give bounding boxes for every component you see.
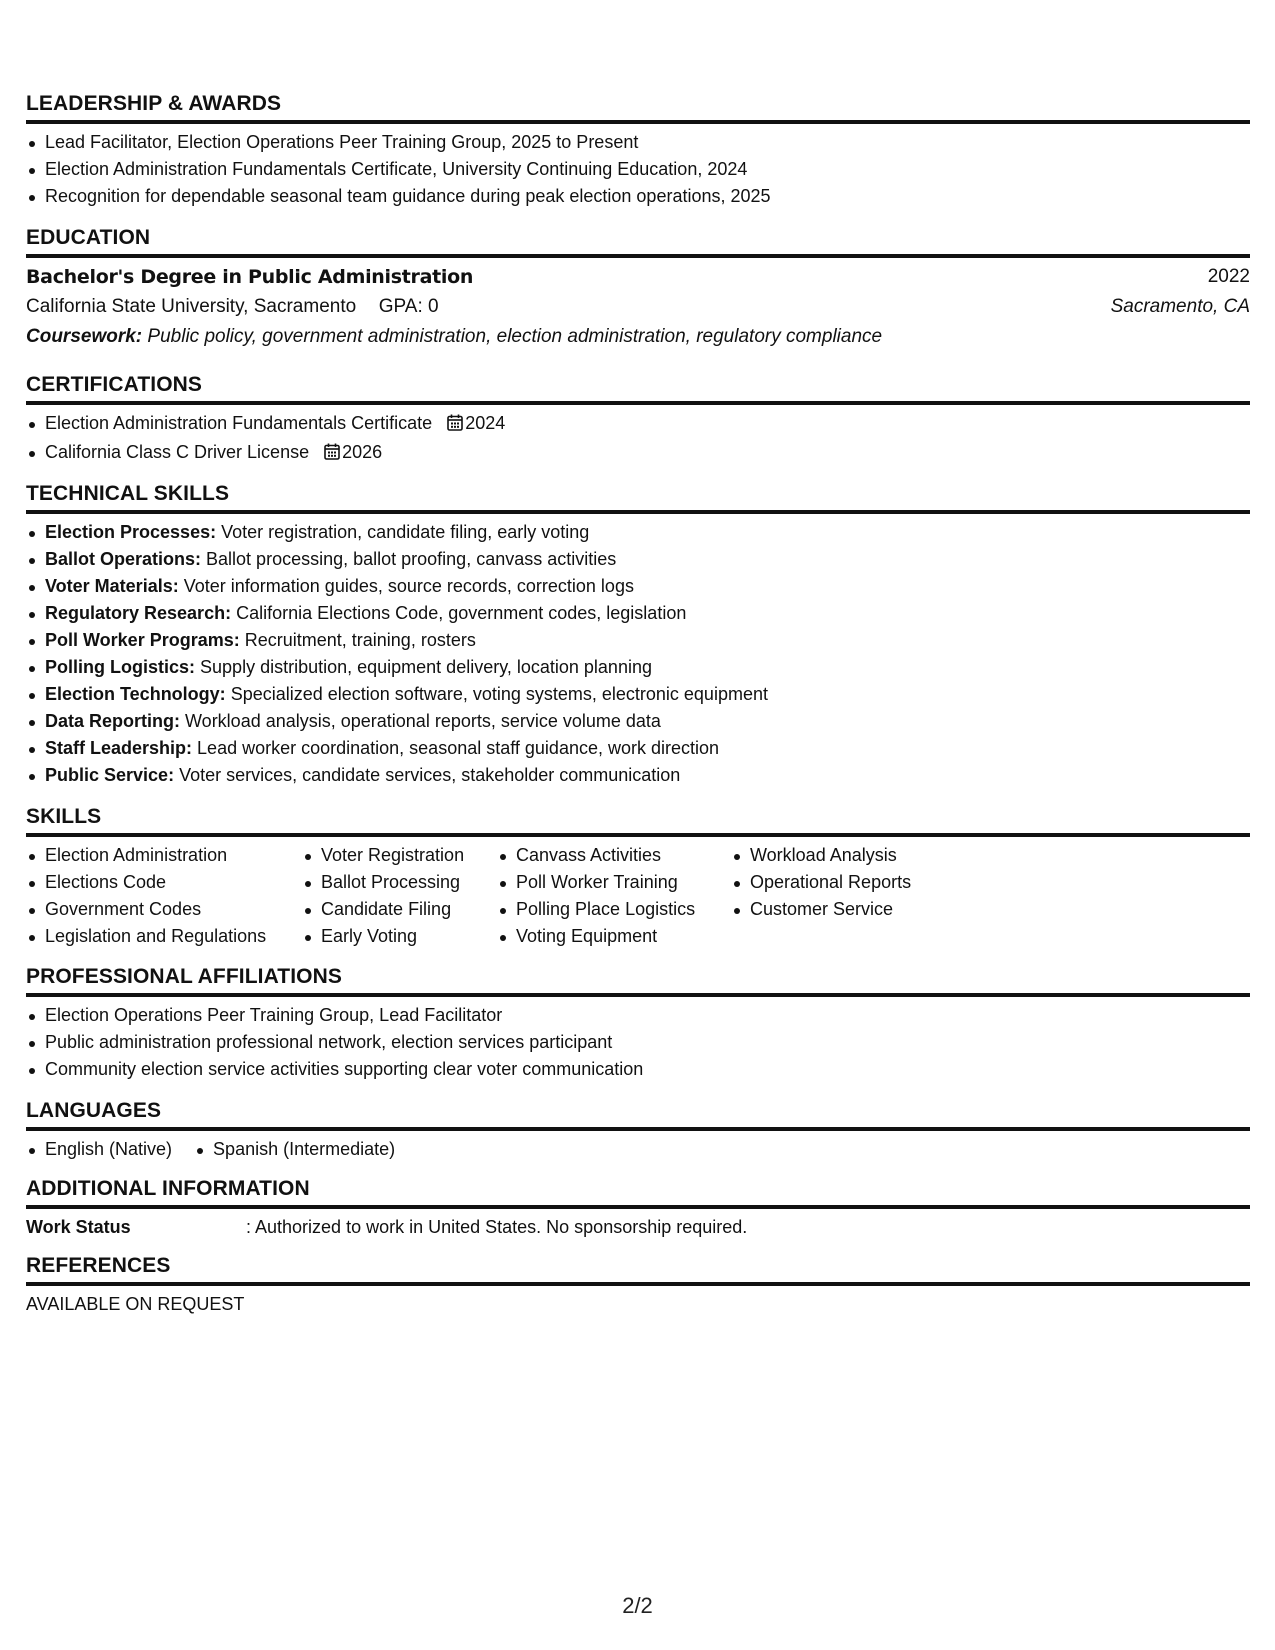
technical-skills-list bbox=[26, 519, 1250, 789]
list-item bbox=[26, 681, 1250, 708]
leadership-list bbox=[26, 129, 1250, 210]
list-item: Poll Worker Training bbox=[497, 869, 731, 896]
list-item bbox=[26, 573, 1250, 600]
calendar-icon bbox=[447, 412, 463, 439]
list-item bbox=[26, 627, 1250, 654]
resume-page bbox=[26, 91, 1250, 1320]
skills-column bbox=[26, 842, 302, 950]
list-item: Election Administration bbox=[26, 842, 302, 869]
list-item: Operational Reports bbox=[731, 869, 951, 896]
list-item: Voting Equipment bbox=[497, 923, 731, 950]
section-title-additional-info: ADDITIONAL INFORMATION bbox=[26, 1176, 1250, 1209]
list-item: Canvass Activities bbox=[497, 842, 731, 869]
languages-section bbox=[26, 1098, 1250, 1163]
list-item: Election Operations Peer Training Group, Lead Facilitator bbox=[26, 1002, 1250, 1029]
skill-text: Specialized election software, voting systems, electronic equipment bbox=[230, 684, 768, 704]
list-item bbox=[26, 439, 1250, 468]
list-item: Election Administration Fundamentals Certificate, University Continuing Education, 2024 bbox=[26, 156, 1250, 183]
list-item: Polling Place Logistics bbox=[497, 896, 731, 923]
references-section bbox=[26, 1253, 1250, 1320]
calendar-icon bbox=[324, 441, 340, 468]
skill-label: Ballot Operations: bbox=[45, 549, 202, 569]
skill-text: Ballot processing, ballot proofing, canvass activities bbox=[206, 549, 617, 569]
list-item bbox=[26, 735, 1250, 762]
list-item: Lead Facilitator, Election Operations Peer Training Group, 2025 to Present bbox=[26, 129, 1250, 156]
work-status-label: Work Status bbox=[26, 1217, 131, 1237]
list-item: Candidate Filing bbox=[302, 896, 497, 923]
certification-name: Election Administration Fundamentals Certificate bbox=[45, 413, 433, 433]
skill-label: Election Technology: bbox=[45, 684, 226, 704]
work-status-value: : Authorized to work in United States. No sponsorship required. bbox=[246, 1217, 748, 1237]
list-item: Customer Service bbox=[731, 896, 951, 923]
list-item: Public administration professional network, election services participant bbox=[26, 1029, 1250, 1056]
education-school-row bbox=[26, 292, 1250, 322]
section-title-certifications: CERTIFICATIONS bbox=[26, 372, 1250, 405]
list-item bbox=[26, 600, 1250, 627]
skills-section bbox=[26, 804, 1250, 950]
affiliations-section bbox=[26, 964, 1250, 1083]
leadership-section bbox=[26, 91, 1250, 210]
list-item bbox=[26, 546, 1250, 573]
education-section bbox=[26, 225, 1250, 352]
list-item bbox=[26, 410, 1250, 439]
references-text: AVAILABLE ON REQUEST bbox=[26, 1294, 245, 1314]
skill-label: Voter Materials: bbox=[45, 576, 179, 596]
skill-text: California Elections Code, government codes, legislation bbox=[236, 603, 687, 623]
list-item: Ballot Processing bbox=[302, 869, 497, 896]
list-item: Legislation and Regulations bbox=[26, 923, 302, 950]
skills-column bbox=[731, 842, 951, 950]
skill-label: Election Processes: bbox=[45, 522, 217, 542]
school-name: California State University, Sacramento bbox=[26, 296, 357, 317]
skill-label: Data Reporting: bbox=[45, 711, 180, 731]
skill-label: Regulatory Research: bbox=[45, 603, 232, 623]
skill-text: Lead worker coordination, seasonal staff guidance, work direction bbox=[197, 738, 720, 758]
skill-text: Workload analysis, operational reports, service volume data bbox=[185, 711, 661, 731]
list-item bbox=[26, 762, 1250, 789]
list-item bbox=[26, 654, 1250, 681]
section-title-skills: SKILLS bbox=[26, 804, 1250, 837]
certification-year: 2024 bbox=[465, 413, 506, 433]
skill-label: Staff Leadership: bbox=[45, 738, 193, 758]
skill-label: Public Service: bbox=[45, 765, 175, 785]
list-item: Elections Code bbox=[26, 869, 302, 896]
skills-column bbox=[497, 842, 731, 950]
technical-skills-section bbox=[26, 481, 1250, 789]
coursework-row bbox=[26, 322, 1250, 352]
list-item: Spanish (Intermediate) bbox=[194, 1136, 395, 1163]
skill-text: Voter registration, candidate filing, early voting bbox=[221, 522, 590, 542]
skill-text: Voter information guides, source records, correction logs bbox=[183, 576, 634, 596]
school-location: Sacramento, CA bbox=[1110, 296, 1250, 317]
list-item: Voter Registration bbox=[302, 842, 497, 869]
skill-text: Voter services, candidate services, stakeholder communication bbox=[179, 765, 681, 785]
section-title-languages: LANGUAGES bbox=[26, 1098, 1250, 1131]
graduation-year: 2022 bbox=[1207, 266, 1250, 287]
list-item: Community election service activities supporting clear voter communication bbox=[26, 1056, 1250, 1083]
page-number: 2/2 bbox=[622, 1593, 653, 1618]
affiliations-list bbox=[26, 1002, 1250, 1083]
list-item: Recognition for dependable seasonal team guidance during peak election operations, 2025 bbox=[26, 183, 1250, 210]
gpa: GPA: 0 bbox=[378, 296, 439, 317]
work-status-row bbox=[26, 1212, 1250, 1242]
list-item: Workload Analysis bbox=[731, 842, 951, 869]
languages-list bbox=[26, 1136, 417, 1163]
additional-info-section bbox=[26, 1176, 1250, 1242]
certification-year: 2026 bbox=[342, 442, 383, 462]
skill-text: Supply distribution, equipment delivery, location planning bbox=[200, 657, 652, 677]
skills-column bbox=[302, 842, 497, 950]
section-title-education: EDUCATION bbox=[26, 225, 1250, 258]
skill-text: Recruitment, training, rosters bbox=[244, 630, 476, 650]
list-item: Government Codes bbox=[26, 896, 302, 923]
section-title-technical-skills: TECHNICAL SKILLS bbox=[26, 481, 1250, 514]
list-item: English (Native) bbox=[26, 1136, 172, 1163]
skill-label: Polling Logistics: bbox=[45, 657, 196, 677]
certifications-section bbox=[26, 372, 1250, 468]
certification-name: California Class C Driver License bbox=[45, 442, 310, 462]
certifications-list bbox=[26, 410, 1250, 468]
education-degree-row bbox=[26, 262, 1250, 292]
coursework-text: Public policy, government administration, election administration, regulatory compliance bbox=[147, 326, 883, 347]
list-item bbox=[26, 519, 1250, 546]
section-title-leadership: LEADERSHIP & AWARDS bbox=[26, 91, 1250, 124]
skill-label: Poll Worker Programs: bbox=[45, 630, 240, 650]
coursework-label: Coursework: bbox=[26, 326, 143, 347]
section-title-references: REFERENCES bbox=[26, 1253, 1250, 1286]
list-item: Early Voting bbox=[302, 923, 497, 950]
list-item bbox=[26, 708, 1250, 735]
section-title-affiliations: PROFESSIONAL AFFILIATIONS bbox=[26, 964, 1250, 997]
skills-grid bbox=[26, 842, 1250, 950]
degree-name: Bachelor's Degree in Public Administration bbox=[26, 266, 474, 288]
